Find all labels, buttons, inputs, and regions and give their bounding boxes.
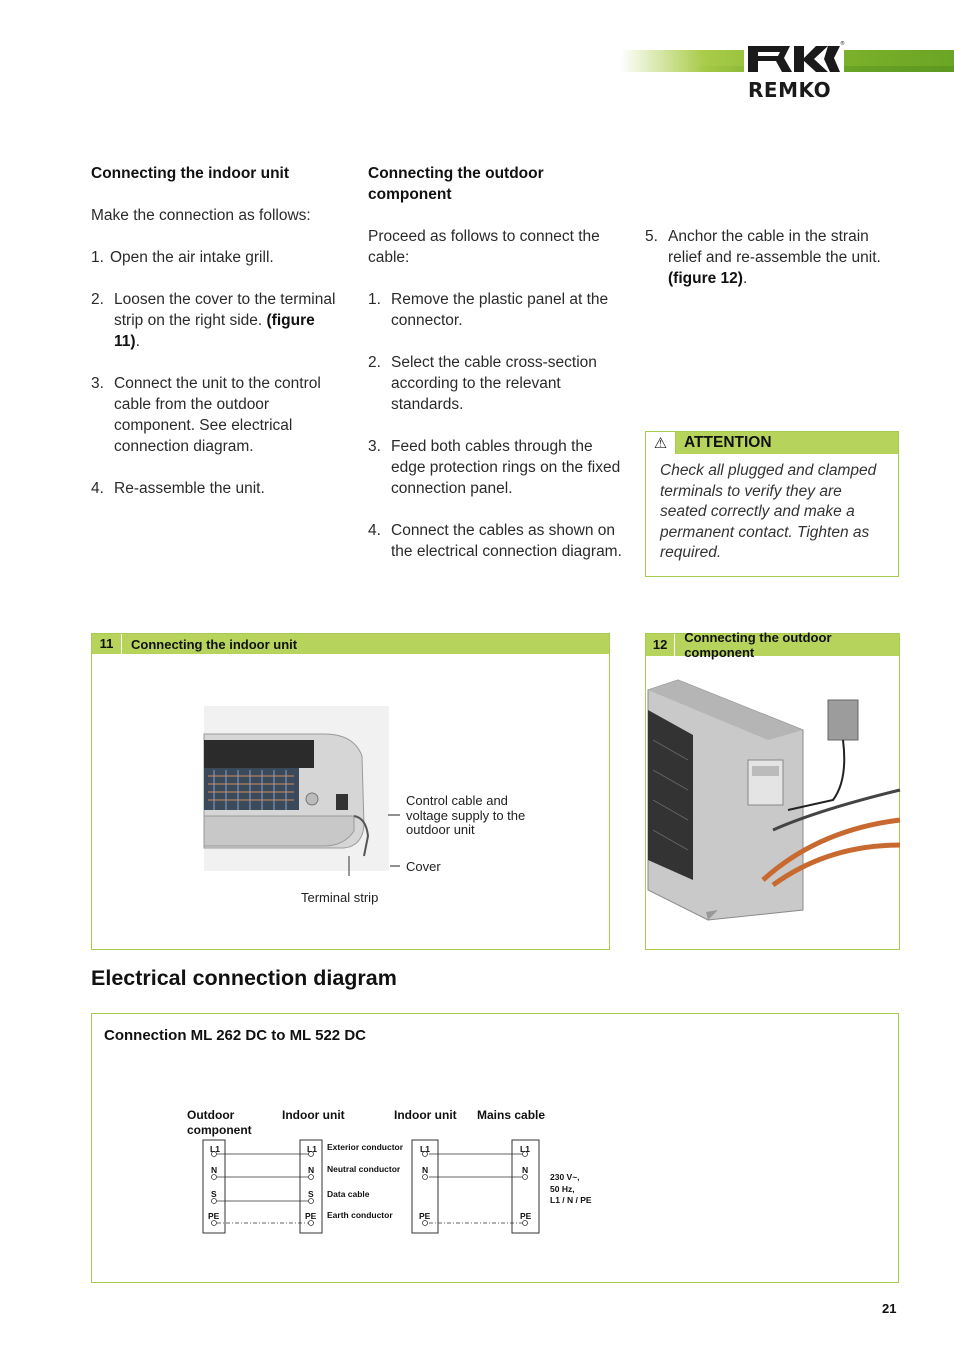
cover-label: Cover bbox=[406, 859, 441, 874]
outdoor-step-4: 4. Connect the cables as shown on the electrical connection diagram. bbox=[368, 522, 622, 560]
terminal-label: N bbox=[422, 1165, 429, 1175]
svg-text:®: ® bbox=[840, 41, 845, 47]
figure-12-reference: (figure 12) bbox=[668, 270, 743, 287]
terminal-label: L1 bbox=[520, 1144, 530, 1154]
indoor-instructions bbox=[91, 163, 341, 520]
terminal-label: N bbox=[211, 1165, 218, 1175]
figure-12-title: Connecting the outdoor component bbox=[684, 630, 832, 660]
indoor-heading: Connecting the indoor unit bbox=[91, 165, 290, 182]
supply-phases: L1 / N / PE bbox=[550, 1195, 592, 1205]
terminal-label: L1 bbox=[420, 1144, 430, 1154]
figure-11-header bbox=[92, 634, 609, 654]
indoor-unit-label-1: Indoor unit bbox=[282, 1108, 345, 1122]
logo-wordmark: REMKO bbox=[748, 78, 832, 102]
diagram-title: Connection ML 262 DC to ML 522 DC bbox=[104, 1027, 366, 1044]
figure-12-number: 12 bbox=[646, 634, 675, 656]
outdoor-step-3: 3. Feed both cables through the edge protection rings on the fixed connection panel. bbox=[368, 438, 621, 497]
outdoor-instructions bbox=[368, 163, 623, 583]
terminal-label: N bbox=[308, 1165, 315, 1175]
attention-text: Check all plugged and clamped terminals to verify they are seated correctly and make a permanent contact. Tighten as required. bbox=[660, 462, 877, 561]
outdoor-step-2: 2. Select the cable cross-section according to the relevant standards. bbox=[368, 354, 597, 413]
supply-frequency: 50 Hz, bbox=[550, 1184, 575, 1194]
attention-title: ATTENTION bbox=[684, 434, 772, 451]
terminal-label: S bbox=[308, 1189, 314, 1199]
page-number: 21 bbox=[882, 1301, 897, 1316]
remko-logo-mark bbox=[744, 40, 844, 80]
indoor-step-3: 3. Connect the unit to the control cable from the outdoor component. See electrical connection diagram. bbox=[91, 375, 321, 455]
callout-lines bbox=[372, 804, 402, 854]
supply-voltage: 230 V~, bbox=[550, 1172, 580, 1182]
indoor-intro: Make the connection as follows: bbox=[91, 207, 311, 224]
section-title: Electrical connection diagram bbox=[91, 966, 397, 990]
attention-header bbox=[646, 432, 898, 454]
figure-12 bbox=[645, 630, 900, 950]
terminal-label: PE bbox=[520, 1211, 532, 1221]
figure-11-number: 11 bbox=[92, 634, 122, 654]
indoor-unit-illustration bbox=[204, 706, 394, 876]
warning-icon: ⚠ bbox=[646, 432, 676, 454]
figure-11 bbox=[91, 633, 610, 950]
outdoor-component-label: Outdoor component bbox=[187, 1108, 252, 1137]
attention-box bbox=[645, 431, 899, 577]
terminal-label: S bbox=[211, 1189, 217, 1199]
electrical-diagram-box bbox=[91, 1013, 899, 1283]
terminal-label: L1 bbox=[307, 1144, 317, 1154]
outdoor-step-5: 5. Anchor the cable in the strain relief and re-assemble the unit. (figure 12). bbox=[645, 228, 881, 287]
figure-11-reference: (figure 11) bbox=[114, 312, 315, 350]
terminal-label: PE bbox=[305, 1211, 317, 1221]
terminal-label: N bbox=[522, 1165, 529, 1175]
indoor-step-4: 4. Re-assemble the unit. bbox=[91, 480, 265, 497]
data-cable-label: Data cable bbox=[327, 1189, 370, 1199]
figure-12-header bbox=[646, 630, 899, 660]
terminal-label: L1 bbox=[210, 1144, 220, 1154]
final-instructions bbox=[645, 226, 900, 310]
indoor-step-2: 2. Loosen the cover to the terminal strip on the right side. (figure 11). bbox=[91, 291, 336, 350]
outdoor-unit-illustration bbox=[648, 680, 900, 920]
wiring-diagram bbox=[192, 1138, 552, 1238]
mains-cable-label: Mains cable bbox=[477, 1108, 546, 1122]
terminal-label: PE bbox=[419, 1211, 431, 1221]
earth-conductor-label: Earth conductor bbox=[327, 1210, 393, 1220]
indoor-unit-label-2: Indoor unit bbox=[394, 1108, 457, 1122]
control-cable-label: Control cable and voltage supply to the outdoor unit bbox=[406, 793, 526, 837]
exterior-conductor-label: Exterior conductor bbox=[327, 1142, 404, 1152]
outdoor-intro: Proceed as follows to connect the cable: bbox=[368, 228, 600, 266]
indoor-step-1: 1. Open the air intake grill. bbox=[91, 249, 274, 266]
outdoor-step-1: 1. Remove the plastic panel at the connector. bbox=[368, 291, 609, 329]
terminal-strip-label: Terminal strip bbox=[301, 890, 379, 905]
neutral-conductor-label: Neutral conductor bbox=[327, 1164, 401, 1174]
terminal-label: PE bbox=[208, 1211, 220, 1221]
outdoor-heading: Connecting the outdoor component bbox=[368, 165, 544, 203]
figure-11-title: Connecting the indoor unit bbox=[131, 636, 298, 652]
